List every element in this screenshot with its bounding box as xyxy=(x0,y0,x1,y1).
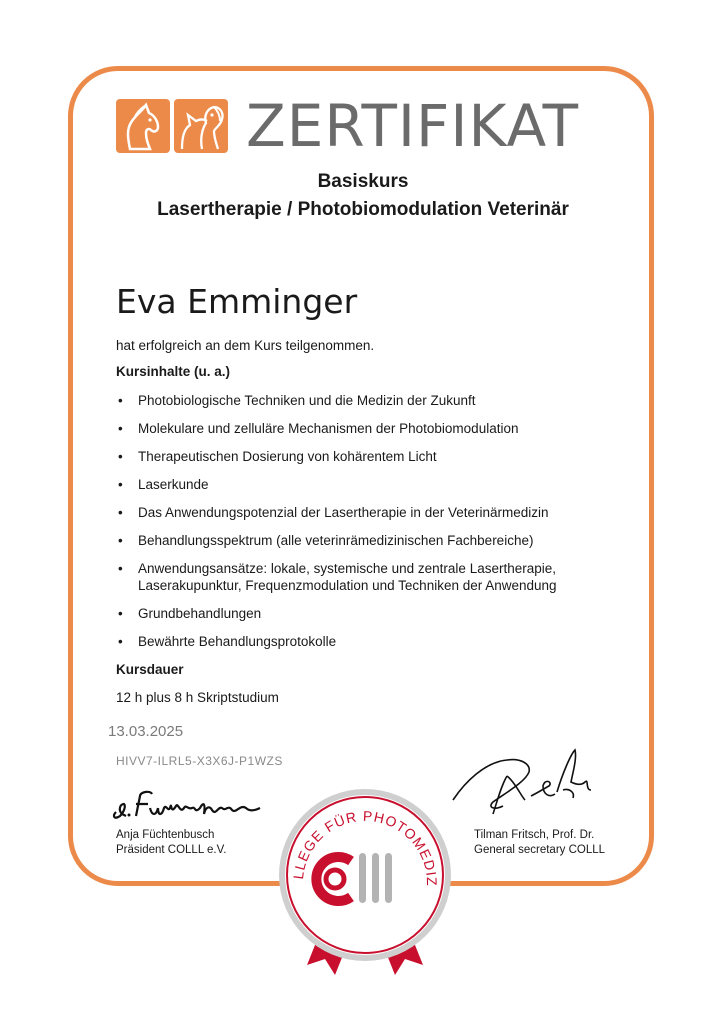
participant-name: Eva Emminger xyxy=(116,282,358,321)
list-item: • Anwendungsansätze: lokale, systemische und zentrale Lasertherapie, Laserakupunktur, Frequenzmodulation und Techniken der Anwendung xyxy=(116,560,608,594)
signatory-left-role: Präsident COLLL e.V. xyxy=(116,844,227,856)
horse-icon xyxy=(116,99,170,153)
dog-cat-icon xyxy=(174,99,228,153)
certificate-header xyxy=(116,92,580,160)
verification-code: HIVV7-ILRL5-X3X6J-P1WZS xyxy=(116,754,283,768)
list-item: • Laserkunde xyxy=(116,476,616,493)
list-item: • Therapeutischen Dosierung von kohärentem Licht xyxy=(116,448,616,465)
signatory-right-role: General secretary COLLL xyxy=(474,844,606,856)
issue-date: 13.03.2025 xyxy=(108,723,184,740)
signature-right xyxy=(445,742,605,827)
duration-value: 12 h plus 8 h Skriptstudium xyxy=(116,690,279,705)
list-item: • Bewährte Behandlungsprotokolle xyxy=(116,633,616,650)
list-item: • Photobiologische Techniken und die Medizin der Zukunft xyxy=(116,392,616,409)
seal-ring-textpath: LLEGE FÜR PHOTOMEDIZ xyxy=(290,807,441,887)
signature-left xyxy=(110,786,270,827)
course-title: Lasertherapie / Photobiomodulation Veterinär xyxy=(157,199,569,220)
certificate-title: ZERTIFIKAT xyxy=(246,92,580,160)
signatory-left-name: Anja Füchtenbusch xyxy=(116,829,215,841)
college-seal xyxy=(265,775,465,985)
signatory-right-name: Tilman Fritsch, Prof. Dr. xyxy=(474,829,595,841)
list-item: • Grundbehandlungen xyxy=(116,605,616,622)
list-item: • Das Anwendungspotenzial der Lasertherapie in der Veterinärmedizin xyxy=(116,504,616,521)
list-item: • Molekulare und zelluläre Mechanismen der Photobiomodulation xyxy=(116,420,616,437)
contents-heading: Kursinhalte (u. a.) xyxy=(116,364,231,379)
duration-heading: Kursdauer xyxy=(116,662,184,677)
list-item: • Behandlungsspektrum (alle veterinrämedizinischen Fachbereiche) xyxy=(116,532,616,549)
completion-statement: hat erfolgreich an dem Kurs teilgenommen. xyxy=(116,338,375,353)
contents-list xyxy=(116,392,616,661)
course-level: Basiskurs xyxy=(317,171,409,192)
